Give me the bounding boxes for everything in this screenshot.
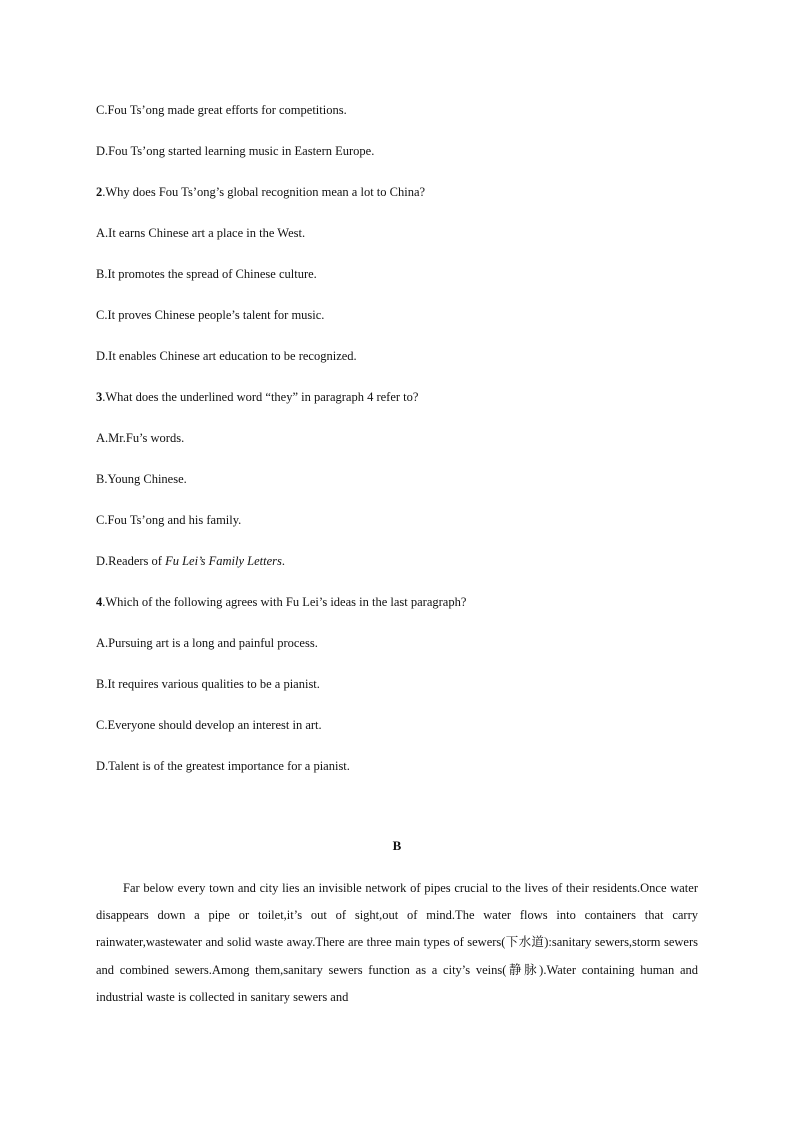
q2-option-c: C.It proves Chinese people’s talent for music.	[96, 308, 325, 322]
q2-option-a: A.It earns Chinese art a place in the West.	[96, 226, 306, 240]
q2-option-b: B.It promotes the spread of Chinese culture.	[96, 267, 317, 281]
question-4-number: 4	[96, 595, 103, 609]
q3-option-a: A.Mr.Fu’s words.	[96, 431, 185, 445]
q2-option-d: D.It enables Chinese art education to be recognized.	[96, 349, 357, 363]
passage-paragraph: Far below every town and city lies an invisible network of pipes crucial to the lives of their residents.Once water disappears down a pipe or toilet,it’s out of sight,out of mind.The water flows into containers that carry rainwater,wastewater and solid waste away.There are three main types of sewers(下水道):sanitary sewers,storm sewers and combined sewers.Among them,sanitary sewers function as a city’s veins(静脉).Water containing human and industrial waste is collected in sanitary sewers and	[96, 881, 698, 1004]
q4-option-d: D.Talent is of the greatest importance for a pianist.	[96, 759, 350, 773]
question-3-stem: .What does the underlined word “they” in paragraph 4 refer to?	[102, 390, 419, 404]
question-2	[96, 182, 698, 223]
q3-option-b: B.Young Chinese.	[96, 472, 187, 486]
q3-option-c: C.Fou Ts’ong and his family.	[96, 513, 242, 527]
section-b-title: B	[392, 838, 402, 853]
q3-option-d-book-title: Fu Lei’s Family Letters	[165, 554, 282, 568]
question-3	[96, 387, 698, 428]
question-4	[96, 592, 698, 633]
q4-option-c: C.Everyone should develop an interest in art.	[96, 718, 322, 732]
q3-option-d	[96, 551, 698, 592]
question-3-number: 3	[96, 390, 103, 404]
q1-option-d: D.Fou Ts’ong started learning music in Eastern Europe.	[96, 144, 375, 158]
document-page	[96, 100, 698, 1004]
q4-option-a: A.Pursuing art is a long and painful process.	[96, 636, 318, 650]
q1-option-c: C.Fou Ts’ong made great efforts for competitions.	[96, 103, 347, 117]
q4-option-b: B.It requires various qualities to be a pianist.	[96, 677, 320, 691]
question-2-stem: .Why does Fou Ts’ong’s global recognition mean a lot to China?	[102, 185, 426, 199]
question-4-stem: .Which of the following agrees with Fu Lei’s ideas in the last paragraph?	[102, 595, 467, 609]
q3-option-d-prefix: D.Readers of	[96, 554, 166, 568]
section-b-passage	[96, 875, 698, 1011]
question-2-number: 2	[96, 185, 103, 199]
q3-option-d-suffix: .	[281, 554, 285, 568]
